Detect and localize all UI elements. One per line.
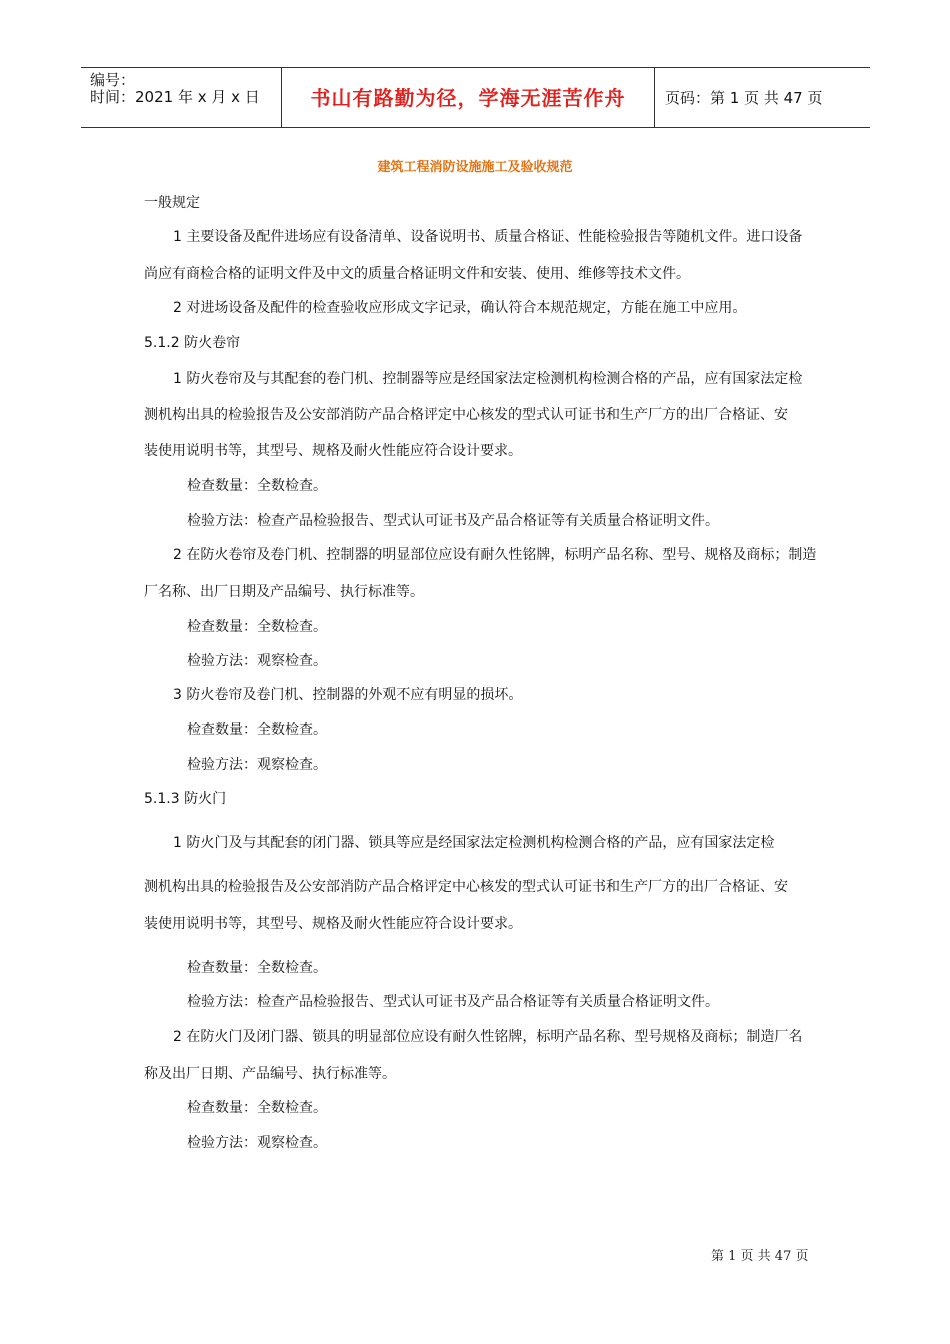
inspection-quantity: 检查数量：全数检查。 <box>187 722 327 738</box>
section-heading: 一般规定 <box>144 195 200 211</box>
header-motto: 书山有路勤为径，学海无涯苦作舟 <box>310 86 626 110</box>
paragraph-line: 厂名称、出厂日期及产品编号、执行标准等。 <box>144 584 424 600</box>
paragraph-line: 称及出厂日期、产品编号、执行标准等。 <box>144 1066 396 1082</box>
document-number-label: 编号： <box>90 71 136 89</box>
inspection-quantity: 检查数量：全数检查。 <box>187 960 327 976</box>
inspection-method: 检验方法：检查产品检验报告、型式认可证书及产品合格证等有关质量合格证明文件。 <box>187 513 719 529</box>
paragraph-line: 装使用说明书等，其型号、规格及耐火性能应符合设计要求。 <box>144 916 522 932</box>
page-footer: 第 1 页 共 47 页 <box>711 1249 809 1264</box>
inspection-method: 检验方法：观察检查。 <box>187 1135 327 1151</box>
section-heading: 5.1.3 防火门 <box>144 791 227 807</box>
section-heading: 5.1.2 防火卷帘 <box>144 335 241 351</box>
paragraph-line: 测机构出具的检验报告及公安部消防产品合格评定中心核发的型式认可证书和生产厂方的出厂合格证、安 <box>144 407 788 423</box>
inspection-method: 检验方法：检查产品检验报告、型式认可证书及产品合格证等有关质量合格证明文件。 <box>187 994 719 1010</box>
document-time-label: 时间：2021 年 x 月 x 日 <box>90 88 260 106</box>
paragraph-line: 2 在防火卷帘及卷门机、控制器的明显部位应设有耐久性铭牌，标明产品名称、型号、规格及商标；制造 <box>173 547 817 563</box>
paragraph-line: 1 主要设备及配件进场应有设备清单、设备说明书、质量合格证、性能检验报告等随机文件。进口设备 <box>173 229 803 245</box>
inspection-method: 检验方法：观察检查。 <box>187 653 327 669</box>
inspection-quantity: 检查数量：全数检查。 <box>187 478 327 494</box>
paragraph-line: 1 防火卷帘及与其配套的卷门机、控制器等应是经国家法定检测机构检测合格的产品，应有国家法定检 <box>173 371 803 387</box>
paragraph-line: 2 在防火门及闭门器、锁具的明显部位应设有耐久性铭牌，标明产品名称、型号规格及商标；制造厂名 <box>173 1029 803 1045</box>
inspection-quantity: 检查数量：全数检查。 <box>187 619 327 635</box>
header-meta-cell <box>81 68 281 127</box>
paragraph-line: 3 防火卷帘及卷门机、控制器的外观不应有明显的损坏。 <box>173 687 523 703</box>
paragraph-line: 尚应有商检合格的证明文件及中文的质量合格证明文件和安装、使用、维修等技术文件。 <box>144 266 690 282</box>
paragraph-line: 2 对进场设备及配件的检查验收应形成文字记录，确认符合本规范规定，方能在施工中应用。 <box>173 300 747 316</box>
header-motto-cell <box>281 68 655 127</box>
paragraph-line: 装使用说明书等，其型号、规格及耐火性能应符合设计要求。 <box>144 443 522 459</box>
paragraph-line: 测机构出具的检验报告及公安部消防产品合格评定中心核发的型式认可证书和生产厂方的出厂合格证、安 <box>144 879 788 895</box>
paragraph-line: 1 防火门及与其配套的闭门器、锁具等应是经国家法定检测机构检测合格的产品，应有国家法定检 <box>173 835 775 851</box>
inspection-quantity: 检查数量：全数检查。 <box>187 1100 327 1116</box>
header-page-cell <box>655 68 870 127</box>
inspection-method: 检验方法：观察检查。 <box>187 757 327 773</box>
document-title: 建筑工程消防设施施工及验收规范 <box>377 160 573 175</box>
header-page-info: 页码：第 1 页 共 47 页 <box>665 89 823 107</box>
page-header <box>81 67 870 128</box>
